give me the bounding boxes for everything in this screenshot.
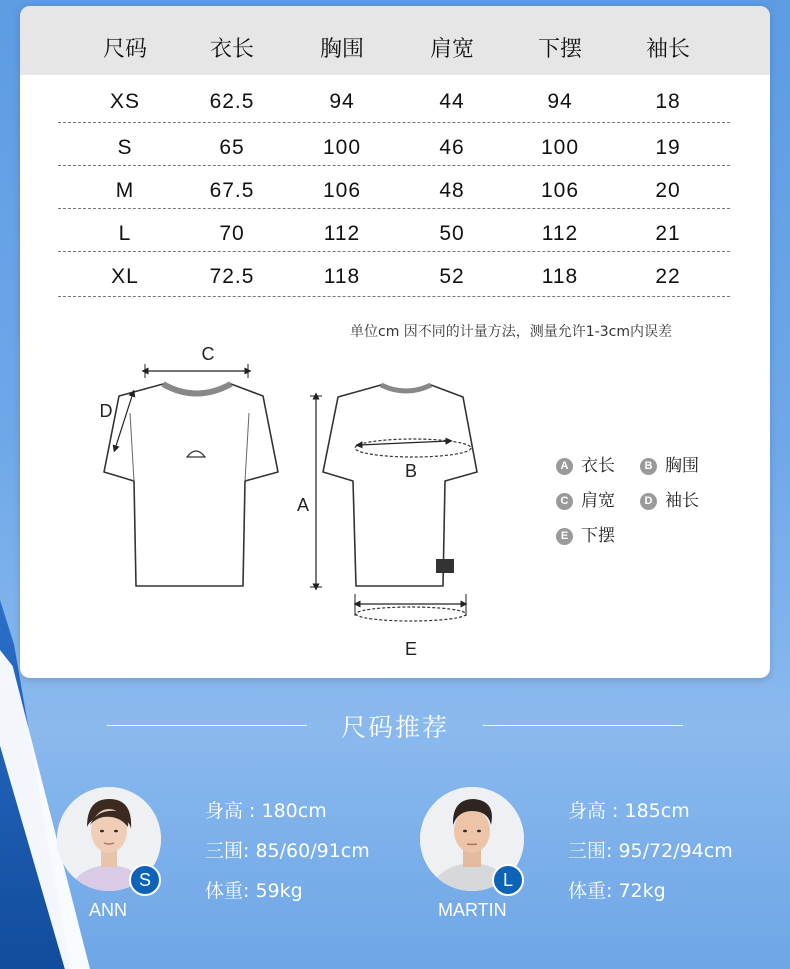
cell-size: M [115, 179, 135, 202]
legend-item-d [640, 486, 699, 511]
front-shirt-drawing [104, 384, 278, 586]
model-height: 身高 : 185cm [568, 800, 690, 822]
legend-letter: E [556, 528, 573, 545]
cell-size: XS [109, 90, 140, 113]
legend-text: 袖长 [665, 491, 699, 511]
cell-size: XL [111, 265, 139, 288]
cell-shoulder: 52 [439, 265, 465, 288]
label-e: E [404, 639, 418, 659]
header-hem: 下摆 [537, 37, 582, 62]
header-length: 衣长 [209, 37, 254, 62]
legend-item-e [556, 521, 615, 546]
row-divider [58, 251, 730, 252]
legend-text: 衣长 [581, 456, 615, 476]
size-badge-s: S [129, 864, 161, 896]
cell-length: 72.5 [209, 265, 255, 288]
legend-text: 下摆 [581, 526, 615, 546]
measurement-note: 单位cm 因不同的计量方法，测量允许1-3cm内误差 [350, 324, 672, 340]
cell-hem: 100 [540, 136, 580, 159]
cell-hem: 118 [541, 265, 579, 288]
legend-letter: A [556, 458, 573, 475]
cell-length: 70 [219, 222, 245, 245]
header-chest: 胸围 [319, 37, 364, 62]
row-divider [58, 208, 730, 209]
cell-sleeve: 18 [655, 90, 681, 113]
cell-shoulder: 46 [439, 136, 465, 159]
size-badge-l: L [492, 864, 524, 896]
legend-item-a [556, 451, 615, 476]
model-height: 身高 : 180cm [205, 800, 327, 822]
model-measurements: 三围: 95/72/94cm [568, 840, 733, 862]
cell-size: L [118, 222, 132, 245]
table-header [20, 6, 770, 75]
section-title-recommend: 尺码推荐 [340, 713, 449, 742]
label-b: B [404, 461, 418, 481]
cell-chest: 94 [329, 90, 355, 113]
label-c: C [201, 344, 215, 364]
cell-sleeve: 21 [655, 222, 681, 245]
cell-length: 67.5 [209, 179, 255, 202]
cell-size: S [117, 136, 133, 159]
header-size: 尺码 [102, 37, 147, 62]
legend-text: 胸围 [665, 456, 699, 476]
model-name-ann: ANN [89, 900, 128, 920]
legend-text: 肩宽 [581, 491, 615, 511]
legend-letter: B [640, 458, 657, 475]
header-sleeve: 袖长 [645, 37, 690, 62]
cell-chest: 106 [322, 179, 362, 202]
legend-letter: D [640, 493, 657, 510]
model-name-martin: MARTIN [438, 900, 507, 920]
label-d: D [99, 401, 113, 421]
model-weight: 体重: 59kg [205, 880, 303, 902]
cell-chest: 112 [323, 222, 361, 245]
legend-item-c [556, 486, 615, 511]
cell-shoulder: 50 [439, 222, 465, 245]
cell-chest: 118 [323, 265, 361, 288]
cell-hem: 106 [540, 179, 580, 202]
model-weight: 体重: 72kg [568, 880, 666, 902]
row-divider [58, 296, 730, 297]
legend-letter: C [556, 493, 573, 510]
cell-sleeve: 20 [655, 179, 681, 202]
legend-item-b [640, 451, 699, 476]
cell-hem: 94 [547, 90, 573, 113]
header-shoulder: 肩宽 [429, 37, 474, 62]
cell-chest: 100 [322, 136, 362, 159]
cell-hem: 112 [541, 222, 579, 245]
cell-shoulder: 44 [439, 90, 465, 113]
garment-diagram [75, 331, 495, 661]
row-divider [58, 122, 730, 123]
cell-sleeve: 22 [655, 265, 681, 288]
label-a: A [296, 495, 310, 515]
row-divider [58, 165, 730, 166]
cell-length: 62.5 [209, 90, 255, 113]
cell-shoulder: 48 [439, 179, 465, 202]
back-shirt-drawing [323, 385, 477, 586]
cell-length: 65 [219, 136, 245, 159]
size-chart-card [20, 6, 770, 678]
cell-sleeve: 19 [655, 136, 681, 159]
model-measurements: 三围: 85/60/91cm [205, 840, 370, 862]
